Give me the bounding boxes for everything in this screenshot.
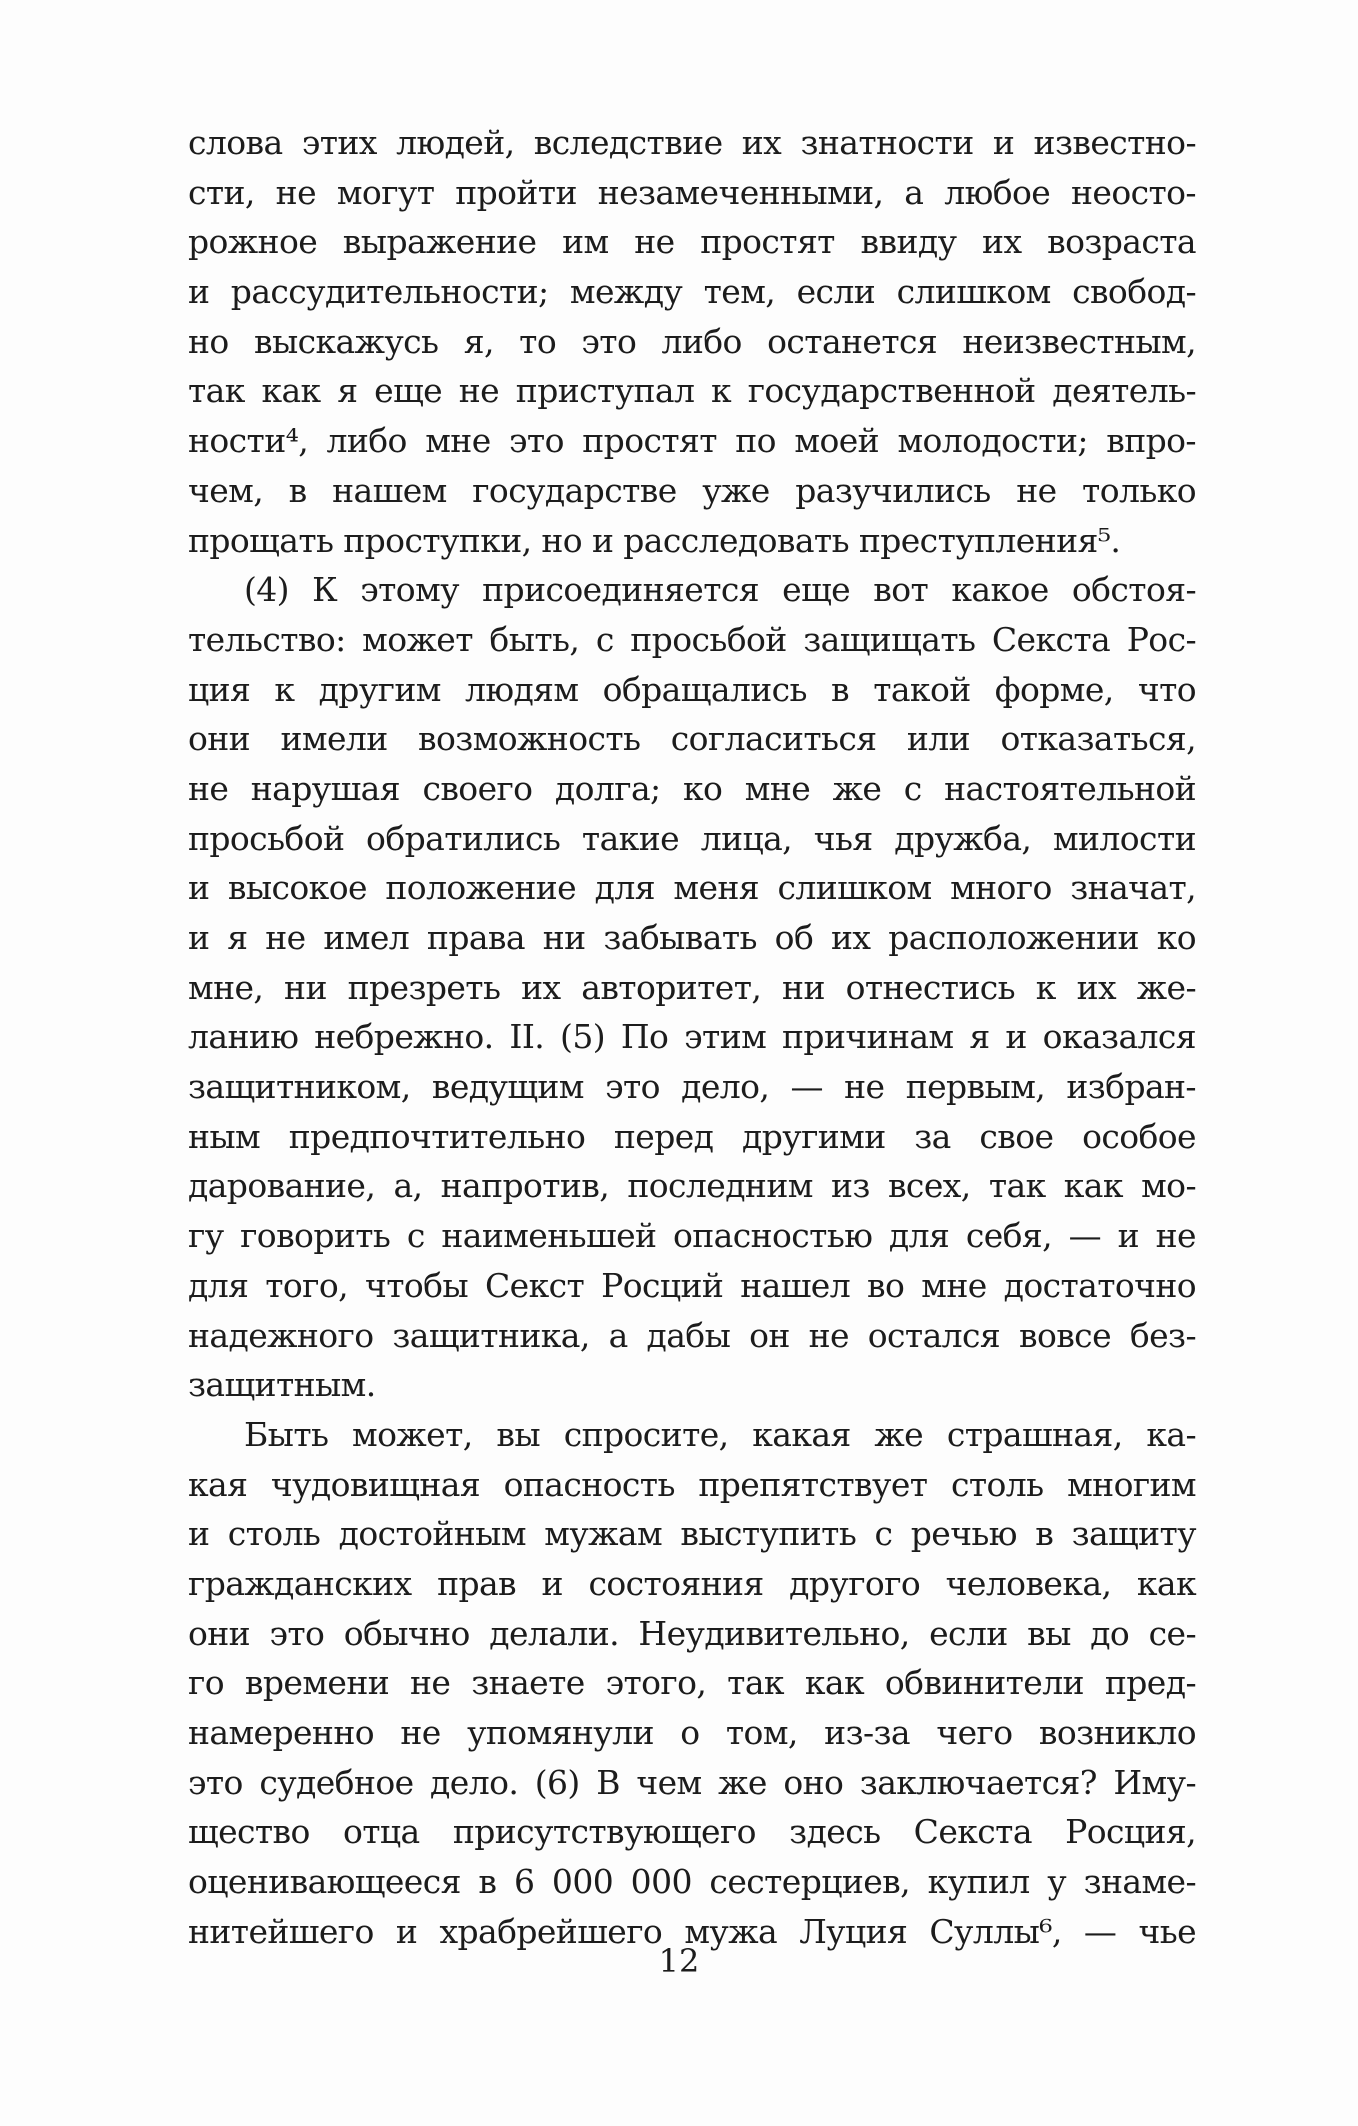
text-line: гу говорить с наименьшей опасностью для себя, — и не [188,1216,1196,1256]
text-line: это судебное дело. (6) В чем же оно заключается? Иму- [188,1762,1196,1802]
text-line: рожное выражение им не простят ввиду их возраста [188,222,1196,262]
text-line: но выскажусь я, то это либо останется неизвестным, [188,321,1196,361]
text-line: кая чудовищная опасность препятствует столь многим [188,1464,1196,1504]
text-line: и рассудительности; между тем, если слишком свобод- [188,272,1196,312]
text-line: прощать проступки, но и расследовать преступления⁵. [188,520,1121,560]
body-text [188,118,1196,1956]
text-line: дарование, а, напротив, последним из всех, так как мо- [188,1166,1196,1206]
text-line: ным предпочтительно перед другими за свое особое [188,1116,1196,1156]
page-number: 12 [658,1942,700,1980]
text-line: Быть может, вы спросите, какая же страшная, ка- [244,1414,1196,1454]
text-line: гражданских прав и состояния другого человека, как [188,1563,1196,1603]
text-line: ланию небрежно. II. (5) По этим причинам я и оказался [188,1017,1196,1057]
text-line: (4) К этому присоединяется еще вот какое обстоя- [244,570,1196,610]
text-line: сти, не могут пройти незамеченными, а любое неосто- [188,172,1196,212]
text-line: нитейшего и храбрейшего мужа Луция Суллы⁶, — чье [188,1911,1196,1951]
text-line: го времени не знаете этого, так как обвинители пред- [188,1663,1196,1703]
text-line: они имели возможность согласиться или отказаться, [188,719,1196,759]
text-line: чем, в нашем государстве уже разучились не только [188,470,1196,510]
text-line: для того, чтобы Секст Росций нашел во мне достаточно [188,1265,1196,1305]
text-line: и я не имел права ни забывать об их расположении ко [188,918,1196,957]
text-line: оценивающееся в 6 000 000 сестерциев, купил у знаме- [188,1862,1196,1902]
text-line: тельство: может быть, с просьбой защищать Секста Рос- [188,619,1196,659]
text-line: они это обычно делали. Неудивительно, если вы до се- [188,1613,1196,1653]
text-line: намеренно не упомянули о том, из-за чего возникло [188,1713,1196,1752]
text-line: ности⁴, либо мне это простят по моей молодости; впро- [188,421,1196,461]
text-line: и высокое положение для меня слишком много значат, [188,868,1196,908]
text-line: ция к другим людям обращались в такой форме, что [188,669,1196,709]
text-line: мне, ни презреть их авторитет, ни отнестись к их же- [188,967,1196,1007]
text-line: слова этих людей, вследствие их знатности и известно- [188,123,1196,162]
text-line: и столь достойным мужам выступить с речью в защиту [188,1514,1196,1554]
text-line: защитником, ведущим это дело, — не первым, избран- [188,1067,1196,1107]
text-line: просьбой обратились такие лица, чья дружба, милости [188,818,1196,858]
text-line: надежного защитника, а дабы он не остался вовсе без- [188,1315,1196,1355]
text-line: щество отца присутствующего здесь Секста Росция, [188,1812,1196,1852]
text-line: так как я еще не приступал к государственной деятель- [188,371,1196,411]
text-line: защитным. [188,1365,376,1405]
text-line: не нарушая своего долга; ко мне же с настоятельной [188,768,1196,808]
